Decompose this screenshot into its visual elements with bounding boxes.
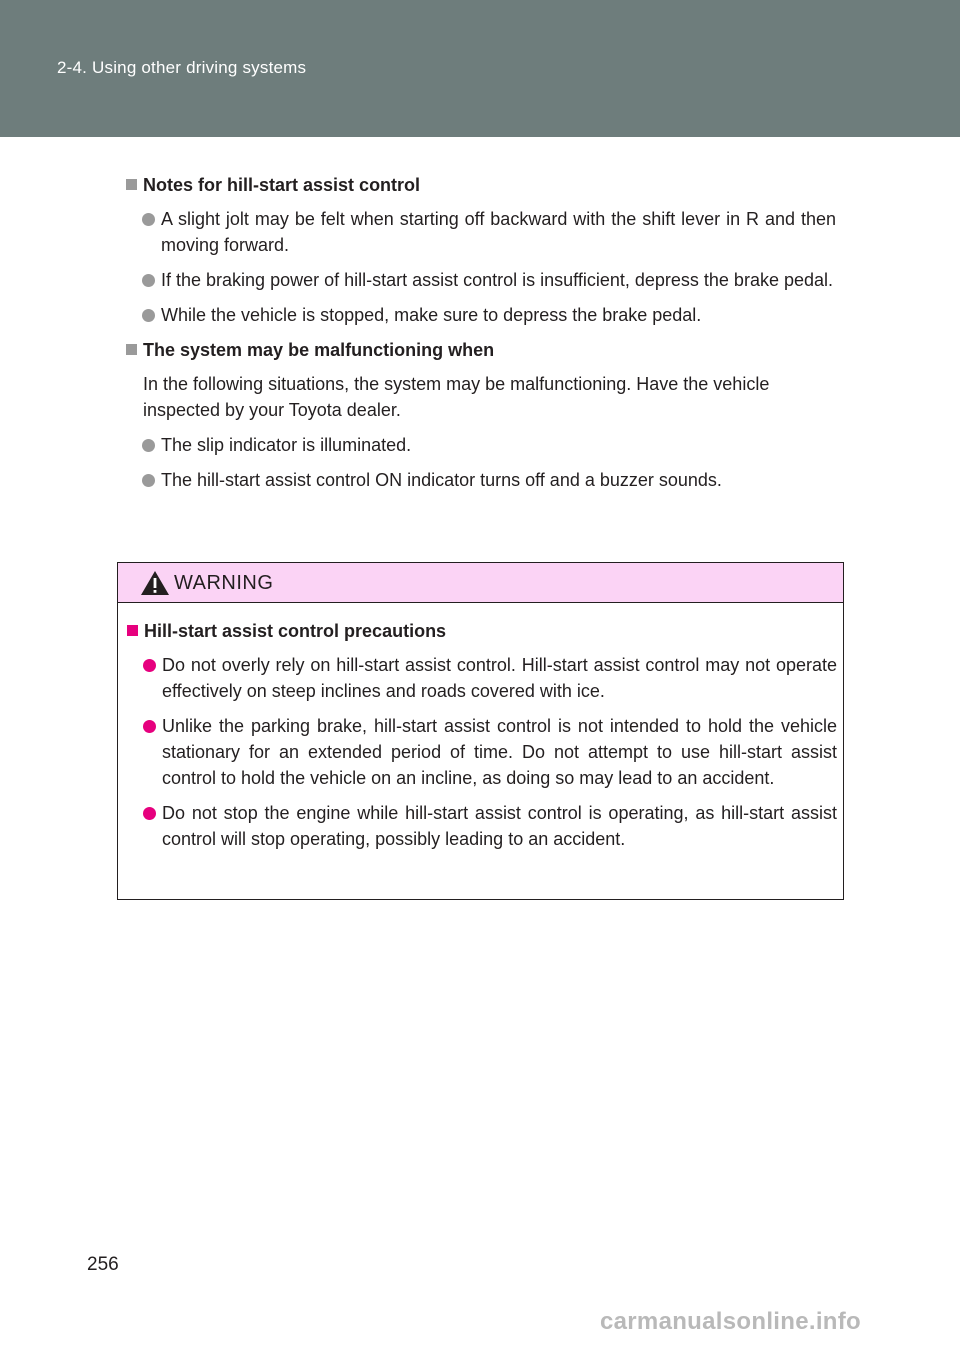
circle-bullet-icon [143, 807, 156, 820]
circle-bullet-icon [142, 439, 155, 452]
warning-heading: Hill-start assist control precautions [125, 618, 837, 644]
circle-bullet-icon [142, 474, 155, 487]
list-item: The slip indicator is illuminated. [124, 432, 836, 458]
circle-bullet-icon [142, 274, 155, 287]
list-item: Do not overly rely on hill-start assist control. Hill-start assist control may not operate effectively on steep inclines and roads covered with ice. [125, 652, 837, 704]
section-title: 2-4. Using other driving systems [57, 58, 307, 77]
malfunction-heading: The system may be malfunctioning when [124, 337, 836, 363]
square-bullet-icon [126, 344, 137, 355]
list-item: If the braking power of hill-start assist control is insufficient, depress the brake pedal. [124, 267, 836, 293]
malfunction-intro: In the following situations, the system may be malfunctioning. Have the vehicle inspected by your Toyota dealer. [143, 374, 770, 420]
list-item: Do not stop the engine while hill-start assist control is operating, as hill-start assist control will stop operating, possibly leading to an accident. [125, 800, 837, 852]
watermark: carmanualsonline.info [600, 1308, 862, 1335]
list-item: While the vehicle is stopped, make sure to depress the brake pedal. [124, 302, 836, 328]
warning-triangle-icon [139, 569, 171, 597]
square-bullet-icon [126, 179, 137, 190]
list-item: Unlike the parking brake, hill-start assist control is not intended to hold the vehicle stationary for an extended period of time. Do not attempt to use hill-start assist control to hold the vehicle on an incline, as doing so may lead to an accident. [125, 713, 837, 791]
list-item: A slight jolt may be felt when starting off backward with the shift lever in R and then moving forward. [124, 206, 836, 258]
main-content [124, 172, 836, 502]
circle-bullet-icon [142, 213, 155, 226]
warning-body [125, 618, 837, 861]
notes-heading: Notes for hill-start assist control [124, 172, 836, 198]
page-number: 256 [87, 1254, 119, 1275]
warning-box [117, 562, 844, 900]
circle-bullet-icon [143, 659, 156, 672]
page-header [0, 0, 960, 137]
circle-bullet-icon [143, 720, 156, 733]
warning-label: WARNING [174, 572, 274, 594]
circle-bullet-icon [142, 309, 155, 322]
square-bullet-icon [127, 625, 138, 636]
list-item: The hill-start assist control ON indicator turns off and a buzzer sounds. [124, 467, 836, 493]
warning-header [118, 563, 843, 603]
